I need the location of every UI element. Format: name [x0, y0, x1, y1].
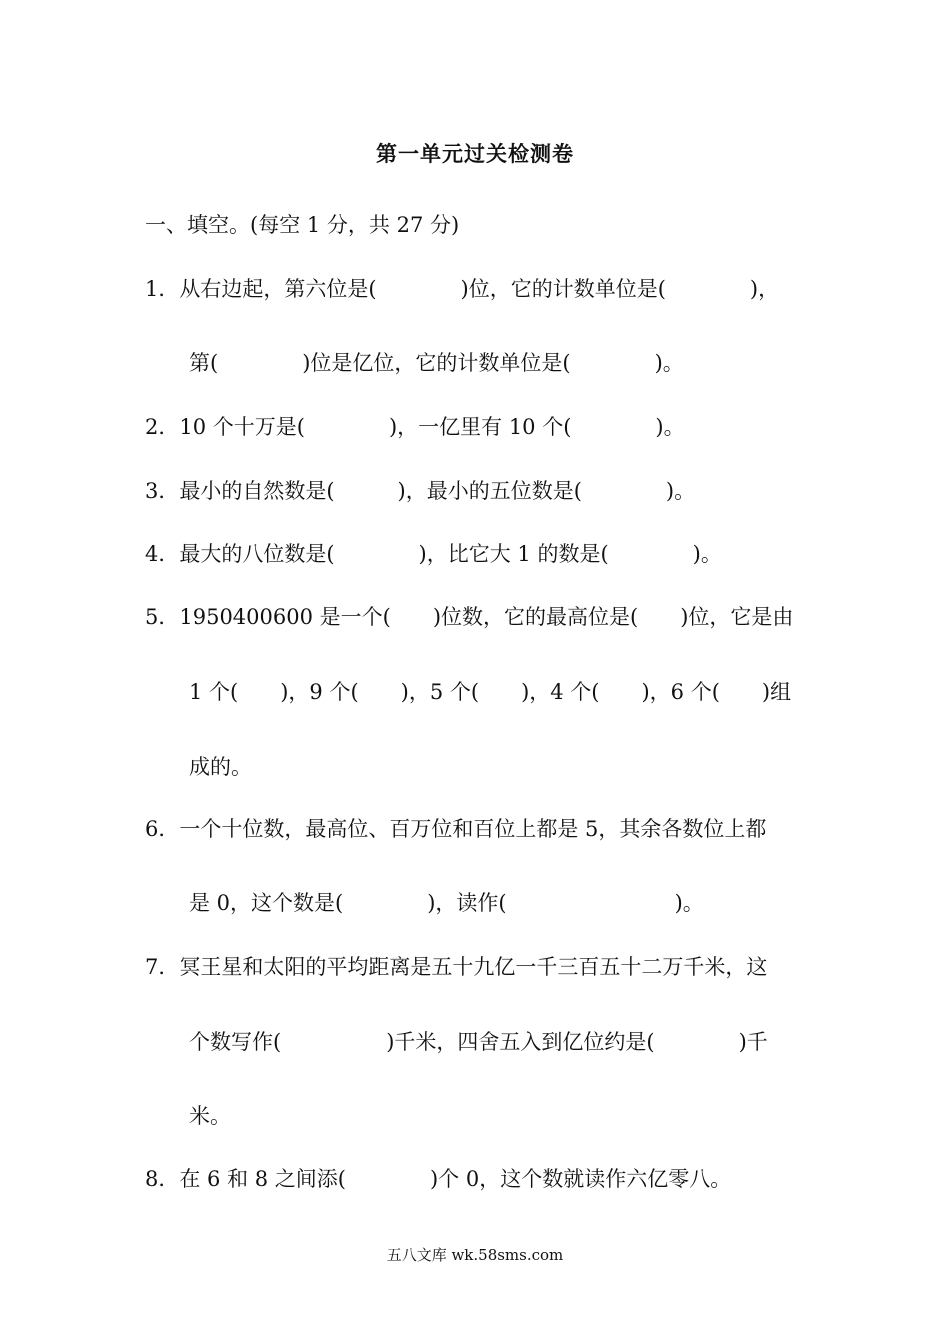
footer-source: 五八文库 wk.58sms.com [386, 1246, 564, 1264]
question-6: 6．一个十位数，最高位、百万位和百位上都是 5，其余各数位上都 [145, 817, 767, 841]
question-2: 2．10 个十万是( )，一亿里有 10 个( )。 [145, 415, 685, 439]
page-title: 第一单元过关检测卷 [376, 141, 574, 166]
question-1: 1．从右边起，第六位是( )位，它的计数单位是( )， [145, 277, 780, 301]
question-8: 8．在 6 和 8 之间添( )个 0，这个数就读作六亿零八。 [145, 1167, 732, 1191]
question-3: 3．最小的自然数是( )，最小的五位数是( )。 [145, 479, 696, 503]
section-heading: 一、填空。(每空 1 分，共 27 分) [145, 213, 460, 237]
question-5-continued: 1 个( )，9 个( )，5 个( )，4 个( )，6 个( )组 [189, 680, 792, 704]
question-7-end: 米。 [189, 1104, 231, 1128]
question-6-continued: 是 0，这个数是( )，读作( )。 [189, 891, 704, 915]
question-1-continued: 第( )位是亿位，它的计数单位是( )。 [189, 351, 684, 375]
question-7-continued: 个数写作( )千米，四舍五入到亿位约是( )千 [189, 1030, 768, 1054]
question-5-end: 成的。 [189, 755, 252, 779]
question-4: 4．最大的八位数是( )，比它大 1 的数是( )。 [145, 542, 722, 566]
question-5: 5．1950400600 是一个( )位数，它的最高位是( )位，它是由 [145, 605, 794, 629]
question-7: 7．冥王星和太阳的平均距离是五十九亿一千三百五十二万千米，这 [145, 955, 768, 979]
